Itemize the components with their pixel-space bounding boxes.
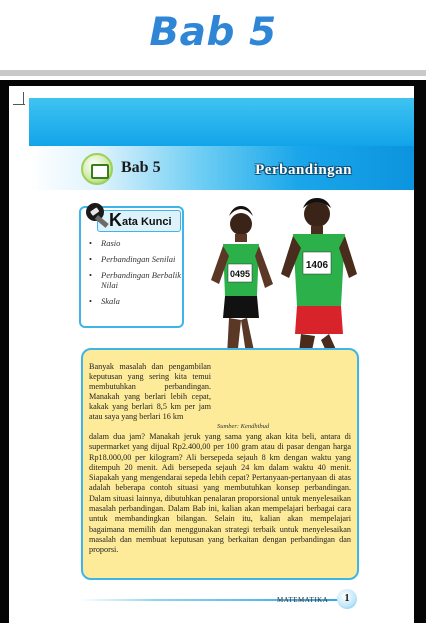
divider — [0, 70, 426, 76]
list-item: • Perbandingan Berbalik Nilai — [87, 270, 183, 290]
page-number: 1 — [337, 589, 357, 609]
list-item: • Skala — [87, 296, 183, 306]
kata-kunci-initial: K — [109, 210, 122, 230]
chapter-banner-top — [29, 98, 414, 146]
intro-paragraph-rest: dalam dua jam? Manakah jeruk yang sama yang akan kita beli, antara di supermarket yang dijual Rp2.400,00 per 100 gram atau di pasar dengan harga Rp18.000,00 per kilogram? Ali bersepeda sejauh 8 km dengan waktu yang ditempuh 20 menit. Adi bersepeda sejauh 24 km dalam waktu 40 menit. Siapakah yang mengendarai sepeda lebih cepat? Pertanyaan-pertanyaan di atas adalah beberapa contoh situasi yang membutuhkan konsep perbandingan. Dalam situasi lainnya, dibutuhkan penalaran proporsional untuk menyelesaikan masalah perbandingan. Dalam Bab ini, kalian akan mempelajari berbagai cara untuk membandingkan bilangan. Selain itu, kalian akan mempelajari bagaimana memilih dan menggunakan strategi terbaik untuk menyelesaikan masalah dan membuat keputusan yang berkaitan dengan perbandingan dan proporsi. — [89, 432, 351, 555]
kata-kunci-title: ata Kunci — [122, 216, 172, 228]
chapter-number: Bab 5 — [121, 159, 161, 176]
list-item: • Rasio — [87, 238, 183, 248]
kata-kunci-list — [87, 238, 183, 312]
bib-number: 0495 — [229, 269, 251, 279]
crop-mark — [13, 104, 25, 105]
page-heading: Bab 5 — [149, 10, 277, 55]
bib-number: 1406 — [305, 260, 329, 271]
crop-mark — [23, 92, 24, 104]
book-page — [9, 86, 414, 623]
footer-subject: MATEMATIKA — [277, 596, 329, 604]
photo-credit: Sumber: Kendhibud — [217, 423, 270, 430]
chapter-title: Perbandingan — [255, 162, 352, 178]
list-item: • Perbandingan Senilai — [87, 254, 183, 264]
folder-icon — [81, 153, 113, 185]
intro-paragraph-start: Banyak masalah dan pengambilan keputusan yang sering kita temui membutuhkan perbandingan. Manakah yang berlari lebih cepat, kakak yang berlari 8,5 km per jam atau saya yang berlari 16 km — [89, 362, 211, 422]
